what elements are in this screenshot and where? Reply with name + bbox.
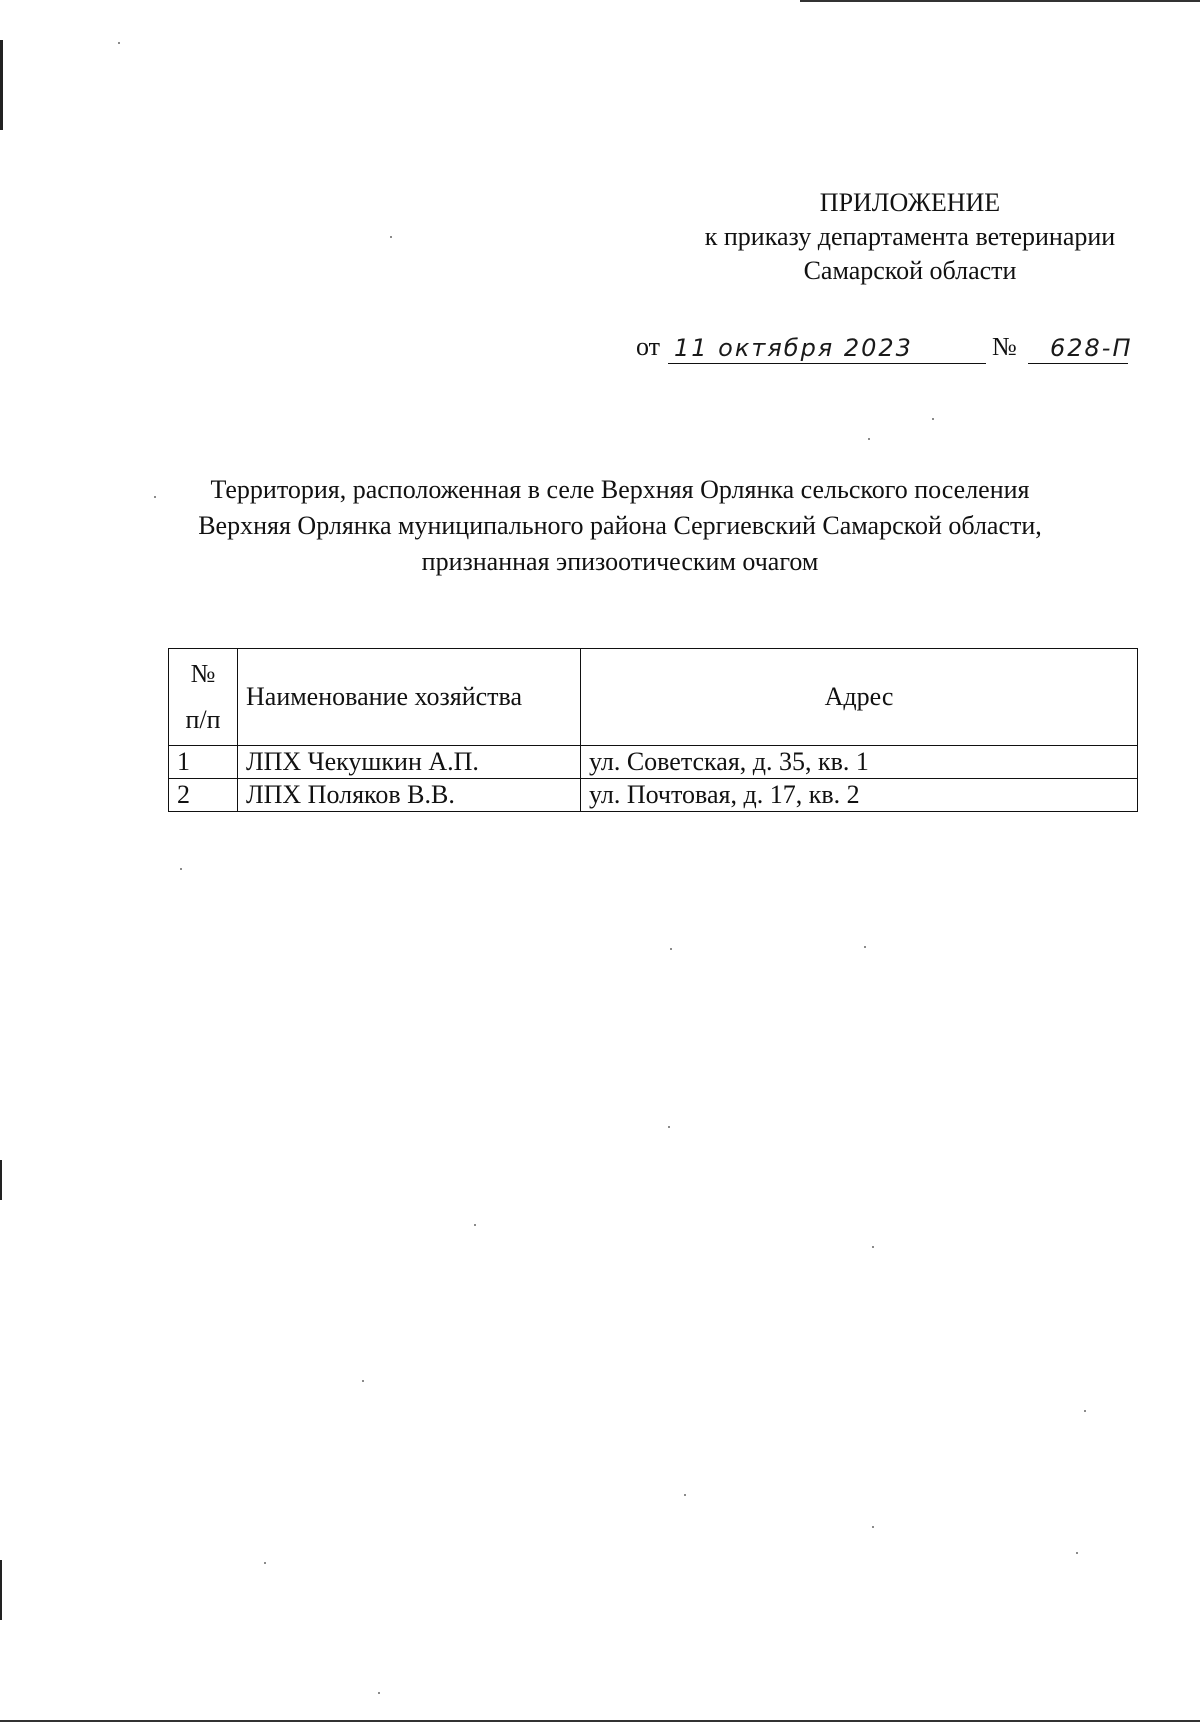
cell-number: 2 [169,779,238,812]
order-number-handwritten: 628-П [1028,334,1128,364]
heading-line: Территория, расположенная в селе Верхняя Орлянка сельского поселения [210,475,1030,504]
heading-line: Верхняя Орлянка муниципального района Сергиевский Самарской области, [198,511,1042,540]
header-address: Адрес [581,649,1138,746]
order-number-label: № [992,332,1017,361]
scan-speck [872,1526,874,1528]
scan-speck [474,1224,476,1226]
appendix-line: Самарской области [803,256,1017,285]
scan-speck [362,1380,364,1382]
document-heading [140,472,1100,580]
scan-speck [684,1494,686,1496]
appendix-header [640,186,1180,288]
cell-number: 1 [169,746,238,779]
scan-speck [378,1692,380,1694]
scan-edge-mark [800,0,1200,2]
header-farm-name: Наименование хозяйства [238,649,581,746]
scan-speck [932,418,934,420]
cell-farm-name: ЛПХ Поляков В.В. [238,779,581,812]
scan-speck [390,236,392,238]
cell-address: ул. Советская, д. 35, кв. 1 [581,746,1138,779]
farms-table [168,648,1138,812]
cell-farm-name: ЛПХ Чекушкин А.П. [238,746,581,779]
scan-speck [868,438,870,440]
header-number-pp: п/п [185,705,221,734]
scan-speck [1076,1552,1078,1554]
table-row [169,779,1138,812]
order-reference [636,328,1133,368]
scan-speck [154,496,156,498]
order-date-handwritten: 11 октября 2023 [668,334,986,364]
scan-speck [180,868,182,870]
appendix-line: к приказу департамента ветеринарии [704,222,1116,251]
order-date-label: от [636,332,661,361]
appendix-title: ПРИЛОЖЕНИЕ [819,188,1001,217]
scan-speck [118,42,120,44]
cell-address: ул. Почтовая, д. 17, кв. 2 [581,779,1138,812]
scan-speck [872,1246,874,1248]
table-row [169,746,1138,779]
scan-speck [264,1562,266,1564]
scan-edge-mark [0,1160,2,1200]
header-number [169,649,238,746]
scan-speck [670,948,672,950]
scan-speck [864,946,866,948]
scan-speck [1084,1410,1086,1412]
heading-line: признанная эпизоотическим очагом [421,547,819,576]
table-header-row [169,649,1138,746]
scan-edge-mark [0,1560,2,1620]
scan-speck [668,1126,670,1128]
scan-edge-mark [0,40,3,130]
header-number-sign: № [190,659,216,688]
